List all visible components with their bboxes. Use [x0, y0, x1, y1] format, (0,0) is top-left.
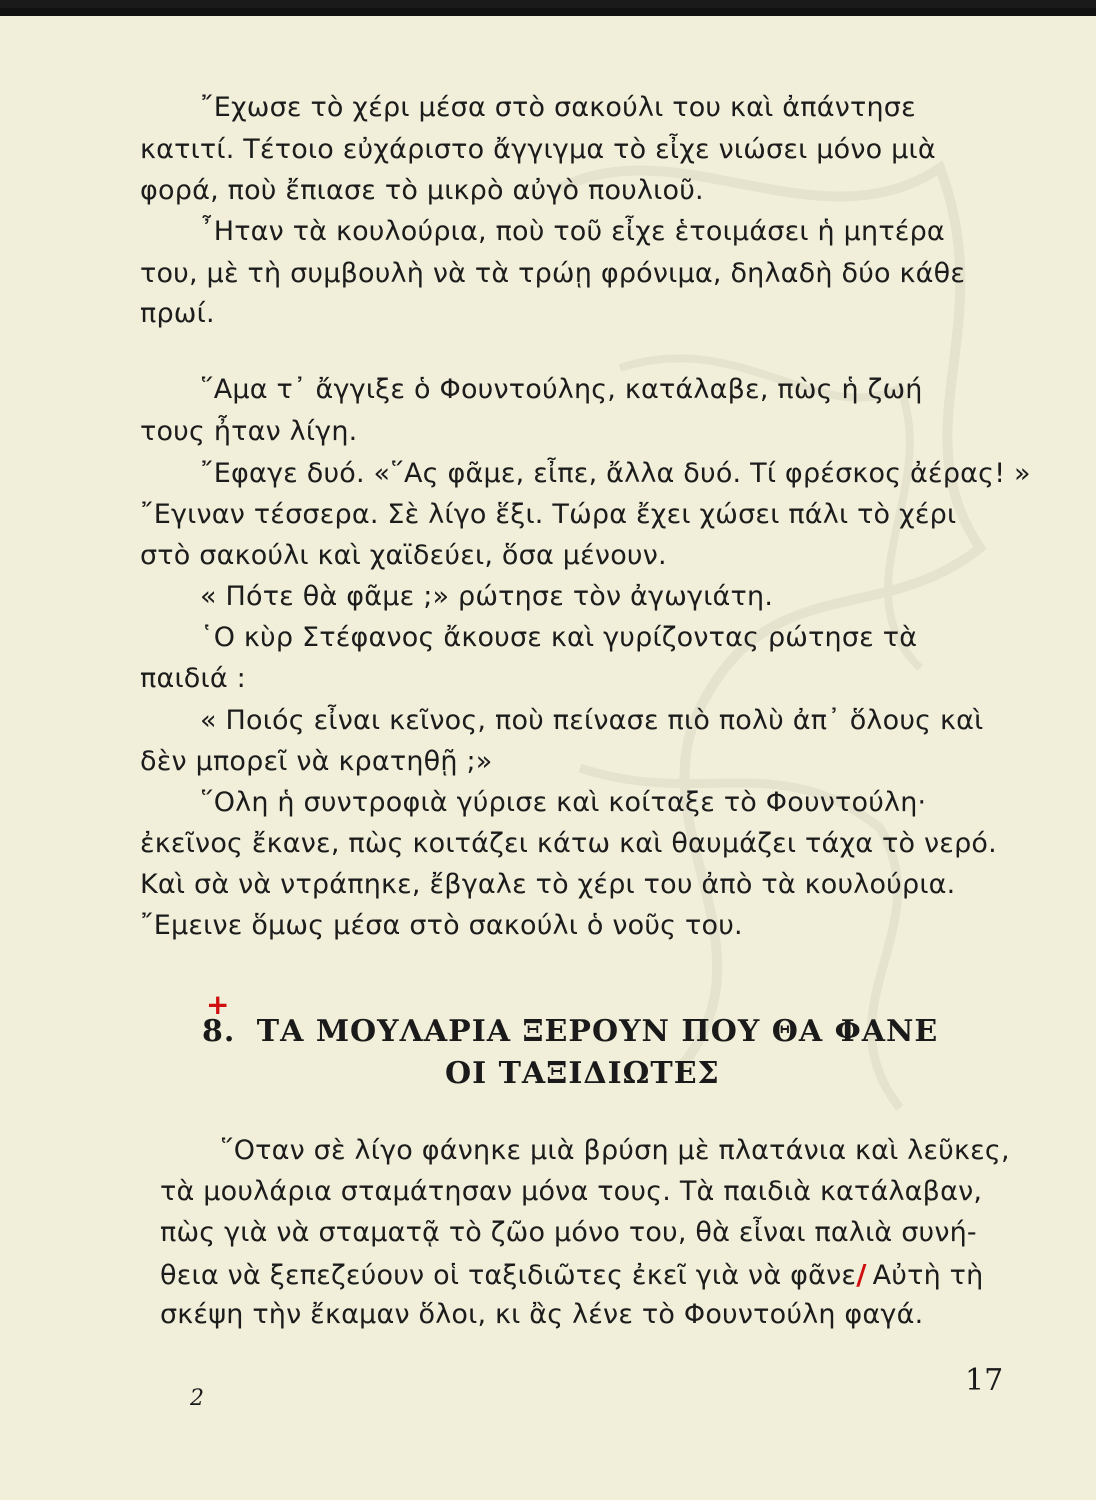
- red-correction-stroke: /: [856, 1258, 867, 1291]
- text-line: σκέψη τὴν ἔκαμαν ὅλοι, κι ἂς λένε τὸ Φουντούλη φαγά.: [160, 1299, 924, 1330]
- book-page: [0, 8, 1096, 1500]
- text-line: ῏Ηταν τὰ κουλούρια, ποὺ τοῦ εἶχε ἑτοιμάσει ἡ μητέρα: [200, 216, 945, 247]
- text-line: ῎Εφαγε δυό. «῞Ας φᾶμε, εἶπε, ἄλλα δυό. Τί φρέσκος ἀέρας! »: [200, 458, 1031, 489]
- text-line: ῎Εμεινε ὅμως μέσα στὸ σακούλι ὁ νοῦς του.: [140, 910, 743, 941]
- text-segment: Αὐτὴ τὴ: [872, 1260, 984, 1291]
- top-border: [0, 8, 1096, 16]
- text-line: πὼς γιὰ νὰ σταματᾷ τὸ ζῶο μόνο του, θὰ εἶναι παλιὰ συνή-: [160, 1217, 977, 1248]
- text-line: φορά, ποὺ ἔπιασε τὸ μικρὸ αὐγὸ πουλιοῦ.: [140, 175, 704, 206]
- text-line: τους ἦταν λίγη.: [140, 416, 358, 447]
- chapter-number: 8.: [202, 1014, 236, 1049]
- text-line: ῎Εγιναν τέσσερα. Σὲ λίγο ἕξι. Τώρα ἔχει χώσει πάλι τὸ χέρι: [140, 499, 957, 530]
- text-line: « Πότε θὰ φᾶμε ;» ρώτησε τὸν ἀγωγιάτη.: [200, 581, 774, 612]
- text-line: ῞Ολη ἡ συντροφιὰ γύρισε καὶ κοίταξε τὸ Φουντούλη·: [200, 787, 927, 818]
- text-line: παιδιά :: [140, 663, 246, 694]
- text-line: δὲν μπορεῖ νὰ κρατηθῇ ;»: [140, 746, 493, 777]
- text-line: « Ποιός εἶναι κεῖνος, ποὺ πείνασε πιὸ πολὺ ἀπ᾽ ὅλους καὶ: [200, 705, 984, 736]
- text-line: στὸ σακούλι καὶ χαϊδεύει, ὅσα μένουν.: [140, 540, 667, 571]
- chapter-heading-line1: [202, 988, 939, 1049]
- text-line: πρωί.: [140, 298, 215, 329]
- chapter-title-line2: ΟΙ ΤΑΞΙΔΙΩΤΕΣ: [445, 1056, 720, 1091]
- text-line-with-correction: [160, 1258, 983, 1291]
- text-segment: θεια νὰ ξεπεζεύουν οἱ ταξιδιῶτες ἐκεῖ γιὰ νὰ φᾶνε: [160, 1260, 857, 1291]
- text-line: ῾Ο κὺρ Στέφανος ἄκουσε καὶ γυρίζοντας ρώτησε τὰ: [200, 622, 918, 653]
- text-line: τὰ μουλάρια σταμάτησαν μόνα τους. Τὰ παιδιὰ κατάλαβαν,: [160, 1176, 983, 1207]
- page-number: 17: [965, 1363, 1004, 1398]
- chapter-title-line1: ΤΑ ΜΟΥΛΑΡΙΑ ΞΕΡΟΥΝ ΠΟΥ ΘΑ ΦΑΝΕ: [256, 1014, 939, 1049]
- red-correction-mark: +: [206, 988, 231, 1021]
- text-line: ῎Εχωσε τὸ χέρι μέσα στὸ σακούλι του καὶ ἀπάντησε: [200, 92, 916, 123]
- text-line: κατιτί. Τέτοιο εὐχάριστο ἄγγιγμα τὸ εἶχε νιώσει μόνο μιὰ: [140, 134, 936, 165]
- signature-number: 2: [190, 1386, 204, 1411]
- text-line: ῞Οταν σὲ λίγο φάνηκε μιὰ βρύση μὲ πλατάνια καὶ λεῦκες,: [220, 1135, 1010, 1166]
- text-line: Καὶ σὰ νὰ ντράπηκε, ἔβγαλε τὸ χέρι του ἀπὸ τὰ κουλούρια.: [140, 869, 956, 900]
- text-line: ῞Αμα τ᾽ ἄγγιξε ὁ Φουντούλης, κατάλαβε, πὼς ἡ ζωή: [200, 374, 923, 405]
- text-line: του, μὲ τὴ συμβουλὴ νὰ τὰ τρώῃ φρόνιμα, δηλαδὴ δύο κάθε: [140, 258, 966, 289]
- chapter-number-wrap: [202, 988, 236, 1049]
- text-line: ἐκεῖνος ἔκανε, πὼς κοιτάζει κάτω καὶ θαυμάζει τάχα τὸ νερό.: [140, 828, 997, 859]
